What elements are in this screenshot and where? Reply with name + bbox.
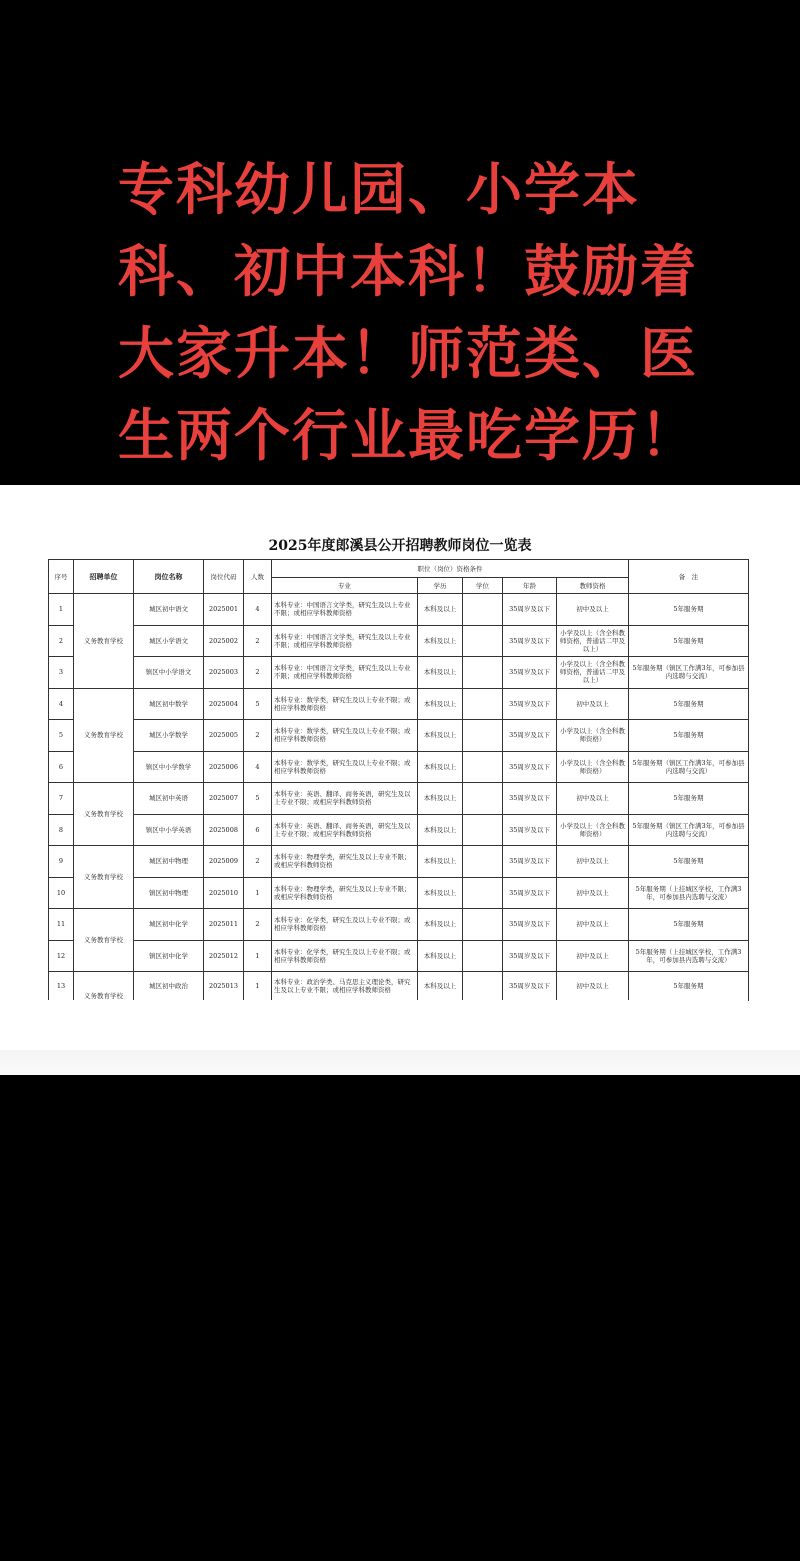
document-edge <box>0 1050 800 1075</box>
cell-degree <box>463 814 503 846</box>
cell-seq: 6 <box>49 751 74 783</box>
cell-seq: 4 <box>49 688 74 720</box>
cell-major: 本科专业：数学类，研究生及以上专业不限；或相应学科教师资格 <box>272 751 418 783</box>
cell-education: 本科及以上 <box>418 783 463 815</box>
cell-degree <box>463 625 503 657</box>
cell-seq: 5 <box>49 720 74 752</box>
cell-major: 本科专业：物理学类，研究生及以上专业不限；或相应学科教师资格 <box>272 877 418 909</box>
cell-major: 本科专业：数学类，研究生及以上专业不限；或相应学科教师资格 <box>272 688 418 720</box>
cell-seq: 1 <box>49 594 74 626</box>
table-row <box>49 594 749 626</box>
cell-qualification: 小学及以上（含全科教师资格，普通话二甲及以上） <box>557 625 629 657</box>
cell-qualification: 初中及以上 <box>557 688 629 720</box>
bottom-black-area <box>0 1075 800 1561</box>
cell-code: 2025013 <box>204 972 244 1001</box>
cell-post: 镇区初中化学 <box>134 940 204 972</box>
cell-education: 本科及以上 <box>418 594 463 626</box>
cell-degree <box>463 594 503 626</box>
header-age: 年龄 <box>503 578 557 594</box>
cell-code: 2025008 <box>204 814 244 846</box>
cell-qualification: 小学及以上（含全科教师资格） <box>557 720 629 752</box>
cell-age: 35周岁及以下 <box>503 846 557 878</box>
cell-count: 5 <box>244 783 272 815</box>
cell-qualification: 初中及以上 <box>557 594 629 626</box>
cell-remarks: 5年服务期 <box>629 783 749 815</box>
table-header-row <box>49 560 749 578</box>
cell-education: 本科及以上 <box>418 657 463 689</box>
cell-remarks: 5年服务期（上挂城区学校，工作满3年，可参加县内选聘与交流） <box>629 940 749 972</box>
cell-major: 本科专业：中国语言文学类，研究生及以上专业不限；或相应学科教师资格 <box>272 594 418 626</box>
table-row <box>49 940 749 972</box>
cell-post: 镇区初中物理 <box>134 877 204 909</box>
cell-count: 2 <box>244 720 272 752</box>
table-row <box>49 688 749 720</box>
document-photo <box>0 485 800 1075</box>
cell-age: 35周岁及以下 <box>503 877 557 909</box>
cell-degree <box>463 657 503 689</box>
cell-post: 城区初中物理 <box>134 846 204 878</box>
cell-code: 2025004 <box>204 688 244 720</box>
table-row <box>49 751 749 783</box>
header-major: 专业 <box>272 578 418 594</box>
cell-count: 6 <box>244 814 272 846</box>
cell-seq: 11 <box>49 909 74 941</box>
cell-remarks: 5年服务期 <box>629 720 749 752</box>
cell-degree <box>463 877 503 909</box>
cell-remarks: 5年服务期 <box>629 688 749 720</box>
cell-count: 1 <box>244 877 272 909</box>
recruitment-table <box>48 559 749 1001</box>
cell-qualification: 初中及以上 <box>557 783 629 815</box>
cell-degree <box>463 846 503 878</box>
cell-count: 5 <box>244 688 272 720</box>
cell-seq: 10 <box>49 877 74 909</box>
cell-seq: 2 <box>49 625 74 657</box>
cell-age: 35周岁及以下 <box>503 751 557 783</box>
table-cutoff <box>48 1000 748 1010</box>
cell-remarks: 5年服务期 <box>629 594 749 626</box>
cell-count: 1 <box>244 940 272 972</box>
table-row <box>49 972 749 1001</box>
cell-major: 本科专业：化学类，研究生及以上专业不限；或相应学科教师资格 <box>272 940 418 972</box>
cell-unit: 义务教育学校 <box>74 846 134 909</box>
cell-code: 2025002 <box>204 625 244 657</box>
headline-line: 专科幼儿园、小学本 <box>118 158 640 223</box>
cell-post: 镇区中小学语文 <box>134 657 204 689</box>
cell-code: 2025009 <box>204 846 244 878</box>
header-code: 岗位代码 <box>204 560 244 594</box>
cell-post: 城区小学数学 <box>134 720 204 752</box>
cell-remarks: 5年服务期 <box>629 625 749 657</box>
cell-post: 城区初中英语 <box>134 783 204 815</box>
cell-education: 本科及以上 <box>418 720 463 752</box>
cell-degree <box>463 940 503 972</box>
cell-remarks: 5年服务期（镇区工作满3年，可参加县内选聘与交流） <box>629 751 749 783</box>
header-conditions: 职位（岗位）资格条件 <box>272 560 629 578</box>
cell-education: 本科及以上 <box>418 751 463 783</box>
cell-count: 2 <box>244 657 272 689</box>
header-count: 人数 <box>244 560 272 594</box>
cell-unit: 义务教育学校 <box>74 972 134 1001</box>
headline-text <box>118 150 698 478</box>
cell-code: 2025012 <box>204 940 244 972</box>
table-row <box>49 625 749 657</box>
table-row <box>49 783 749 815</box>
cell-qualification: 初中及以上 <box>557 972 629 1001</box>
cell-code: 2025006 <box>204 751 244 783</box>
cell-remarks: 5年服务期（镇区工作满3年，可参加县内选聘与交流） <box>629 814 749 846</box>
cell-major: 本科专业：中国语言文学类，研究生及以上专业不限；或相应学科教师资格 <box>272 625 418 657</box>
cell-seq: 7 <box>49 783 74 815</box>
cell-count: 1 <box>244 972 272 1001</box>
cell-unit: 义务教育学校 <box>74 783 134 846</box>
cell-unit: 义务教育学校 <box>74 909 134 972</box>
cell-education: 本科及以上 <box>418 688 463 720</box>
cell-major: 本科专业：物理学类，研究生及以上专业不限；或相应学科教师资格 <box>272 846 418 878</box>
cell-degree <box>463 720 503 752</box>
header-post: 岗位名称 <box>134 560 204 594</box>
cell-code: 2025011 <box>204 909 244 941</box>
cell-age: 35周岁及以下 <box>503 688 557 720</box>
cell-major: 本科专业：英语、翻译、商务英语，研究生及以上专业不限；或相应学科教师资格 <box>272 814 418 846</box>
cell-seq: 13 <box>49 972 74 1001</box>
cell-major: 本科专业：化学类，研究生及以上专业不限；或相应学科教师资格 <box>272 909 418 941</box>
cell-education: 本科及以上 <box>418 877 463 909</box>
cell-remarks: 5年服务期 <box>629 909 749 941</box>
table-row <box>49 877 749 909</box>
header-unit: 招聘单位 <box>74 560 134 594</box>
cell-code: 2025010 <box>204 877 244 909</box>
cell-qualification: 初中及以上 <box>557 940 629 972</box>
cell-major: 本科专业：政治学类、马克思主义理论类，研究生及以上专业不限；或相应学科教师资格 <box>272 972 418 1001</box>
cell-count: 2 <box>244 846 272 878</box>
cell-unit: 义务教育学校 <box>74 594 134 689</box>
cell-count: 2 <box>244 909 272 941</box>
table-row <box>49 846 749 878</box>
table-row <box>49 657 749 689</box>
cell-age: 35周岁及以下 <box>503 972 557 1001</box>
cell-post: 城区初中化学 <box>134 909 204 941</box>
cell-post: 镇区中小学英语 <box>134 814 204 846</box>
cell-degree <box>463 751 503 783</box>
headline-line: 生两个行业最吃学历！ <box>118 404 698 469</box>
cell-seq: 3 <box>49 657 74 689</box>
cell-remarks: 5年服务期（上挂城区学校，工作满3年，可参加县内选聘与交流） <box>629 877 749 909</box>
cell-major: 本科专业：中国语言文学类，研究生及以上专业不限；或相应学科教师资格 <box>272 657 418 689</box>
cell-major: 本科专业：英语、翻译、商务英语，研究生及以上专业不限；或相应学科教师资格 <box>272 783 418 815</box>
cell-degree <box>463 972 503 1001</box>
cell-age: 35周岁及以下 <box>503 814 557 846</box>
cell-code: 2025003 <box>204 657 244 689</box>
cell-age: 35周岁及以下 <box>503 720 557 752</box>
cell-age: 35周岁及以下 <box>503 657 557 689</box>
cell-post: 镇区中小学数学 <box>134 751 204 783</box>
cell-code: 2025005 <box>204 720 244 752</box>
cell-qualification: 小学及以上（含全科教师资格） <box>557 814 629 846</box>
cell-degree <box>463 909 503 941</box>
cell-qualification: 初中及以上 <box>557 846 629 878</box>
headline-line: 大家升本！师范类、医 <box>118 322 698 387</box>
header-qualification: 教师资格 <box>557 578 629 594</box>
cell-age: 35周岁及以下 <box>503 594 557 626</box>
cell-post: 城区初中数学 <box>134 688 204 720</box>
cell-post: 城区小学语文 <box>134 625 204 657</box>
cell-age: 35周岁及以下 <box>503 783 557 815</box>
cell-post: 城区初中语文 <box>134 594 204 626</box>
table-row <box>49 814 749 846</box>
cell-age: 35周岁及以下 <box>503 909 557 941</box>
cell-qualification: 小学及以上（含全科教师资格，普通话二甲及以上） <box>557 657 629 689</box>
cell-education: 本科及以上 <box>418 814 463 846</box>
cell-code: 2025007 <box>204 783 244 815</box>
cell-education: 本科及以上 <box>418 909 463 941</box>
cell-count: 4 <box>244 751 272 783</box>
header-seq: 序号 <box>49 560 74 594</box>
cell-degree <box>463 783 503 815</box>
cell-education: 本科及以上 <box>418 846 463 878</box>
cell-education: 本科及以上 <box>418 940 463 972</box>
table-row <box>49 720 749 752</box>
cell-post: 城区初中政治 <box>134 972 204 1001</box>
cell-seq: 12 <box>49 940 74 972</box>
header-education: 学历 <box>418 578 463 594</box>
cell-degree <box>463 688 503 720</box>
cell-education: 本科及以上 <box>418 972 463 1001</box>
cell-remarks: 5年服务期 <box>629 846 749 878</box>
document-title: 2025年度郎溪县公开招聘教师岗位一览表 <box>268 538 532 554</box>
cell-count: 4 <box>244 594 272 626</box>
cell-qualification: 小学及以上（含全科教师资格） <box>557 751 629 783</box>
cell-qualification: 初中及以上 <box>557 877 629 909</box>
cell-remarks: 5年服务期 <box>629 972 749 1001</box>
cell-qualification: 初中及以上 <box>557 909 629 941</box>
header-degree: 学位 <box>463 578 503 594</box>
cell-education: 本科及以上 <box>418 625 463 657</box>
headline-banner <box>0 0 800 485</box>
cell-seq: 8 <box>49 814 74 846</box>
table-row <box>49 909 749 941</box>
cell-code: 2025001 <box>204 594 244 626</box>
headline-line: 科、初中本科！鼓励着 <box>118 240 698 305</box>
cell-seq: 9 <box>49 846 74 878</box>
cell-age: 35周岁及以下 <box>503 940 557 972</box>
cell-age: 35周岁及以下 <box>503 625 557 657</box>
cell-remarks: 5年服务期（镇区工作满3年，可参加县内选聘与交流） <box>629 657 749 689</box>
header-remarks: 备 注 <box>629 560 749 594</box>
cell-count: 2 <box>244 625 272 657</box>
cell-major: 本科专业：数学类，研究生及以上专业不限；或相应学科教师资格 <box>272 720 418 752</box>
cell-unit: 义务教育学校 <box>74 688 134 783</box>
